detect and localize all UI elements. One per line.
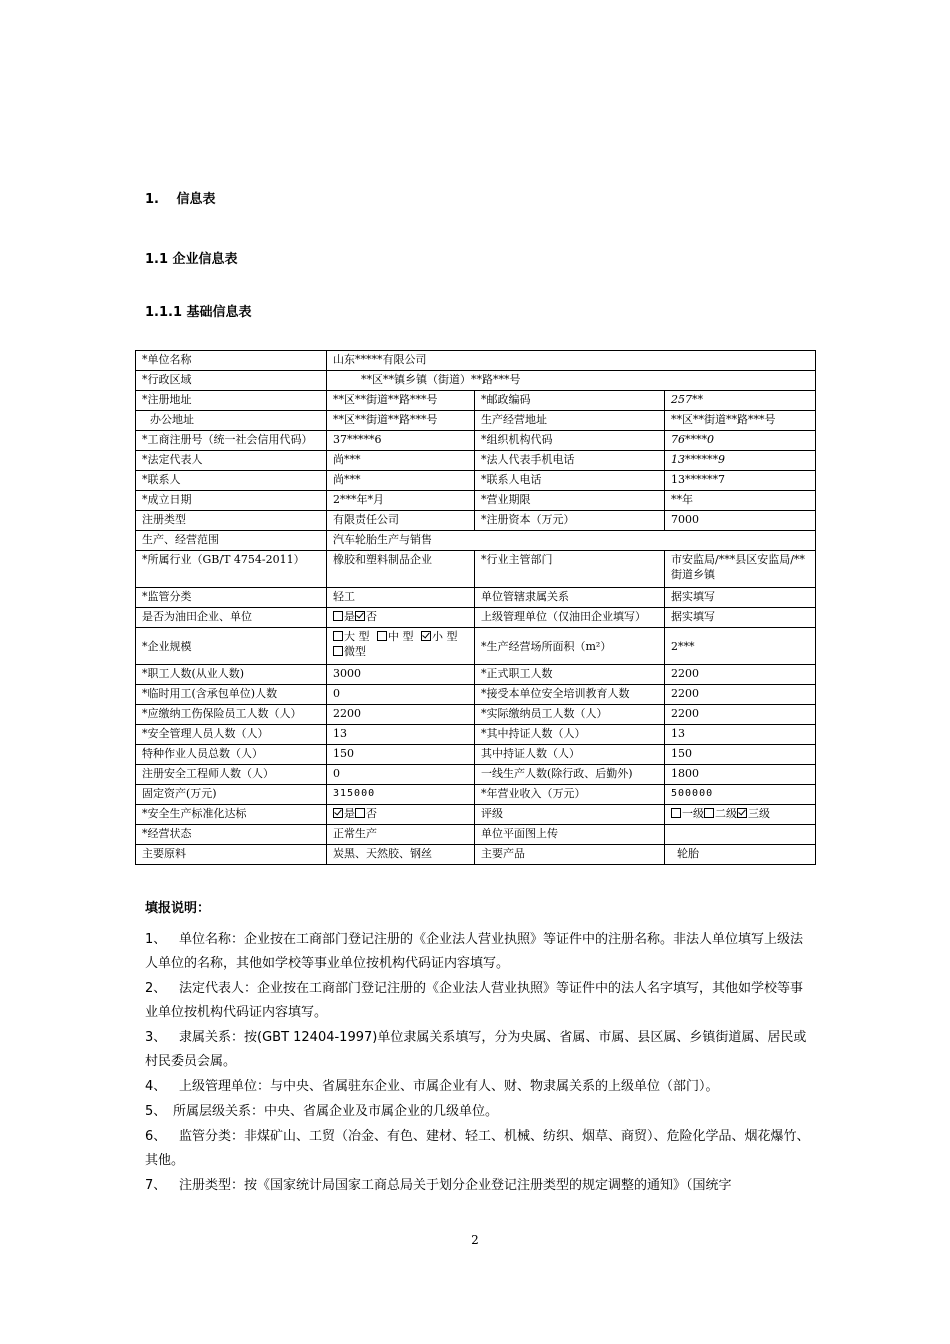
value-cell: 3000 [327, 665, 475, 685]
checkbox-checked-icon[interactable] [355, 611, 365, 621]
checkbox-checked-icon[interactable] [737, 808, 747, 818]
option-no: 否 [366, 807, 377, 820]
label-cell: *监管分类 [136, 588, 327, 608]
table-row [136, 845, 816, 865]
list-item: 7、 注册类型：按《国家统计局国家工商总局关于划分企业登记注册类型的规定调整的通知》（国统字 [145, 1178, 732, 1193]
table-row [136, 491, 816, 511]
checkbox-checked-icon[interactable] [333, 808, 343, 818]
label-cell: 其中持证人数（人） [475, 745, 665, 765]
checkbox-unchecked-icon[interactable] [355, 808, 365, 818]
list-item: 6、 监管分类：非煤矿山、工贸（冶金、有色、建材、轻工、机械、纺织、烟草、商贸）、危险化学品、烟花爆竹、其他。 [145, 1129, 810, 1168]
table-row [136, 745, 816, 765]
label-cell: *生产经营场所面积（m²） [475, 628, 665, 665]
sub-subsection-heading: 1.1.1 基础信息表 [145, 305, 252, 320]
option-no: 否 [366, 610, 377, 623]
standardization-options [327, 805, 475, 825]
grade-options [665, 805, 816, 825]
label-cell: *成立日期 [136, 491, 327, 511]
value-cell: 据实填写 [665, 588, 816, 608]
table-row [136, 551, 816, 588]
option-grade-1: 一级 [682, 807, 704, 820]
table-row [136, 431, 816, 451]
label-cell: 固定资产(万元) [136, 785, 327, 805]
table-row [136, 725, 816, 745]
value-cell: **区**镇乡镇（街道）**路***号 [327, 371, 816, 391]
label-cell: 生产、经营范围 [136, 531, 327, 551]
option-medium: 中 型 [388, 630, 414, 643]
value-cell: **区**街道**路***号 [327, 411, 475, 431]
table-row [136, 371, 816, 391]
table-row [136, 451, 816, 471]
label-cell: *安全生产标准化达标 [136, 805, 327, 825]
option-grade-3: 三级 [748, 807, 770, 820]
value-cell: 37*****6 [327, 431, 475, 451]
label-cell: 生产经营地址 [475, 411, 665, 431]
value-cell: 市安监局/***县区安监局/**街道乡镇 [665, 551, 816, 588]
table-row [136, 351, 816, 371]
oilfield-options [327, 608, 475, 628]
label-cell: 注册安全工程师人数（人） [136, 765, 327, 785]
table-row [136, 628, 816, 665]
section-heading: 1. 信息表 [145, 192, 216, 207]
table-row [136, 411, 816, 431]
value-cell: 轻工 [327, 588, 475, 608]
table-row [136, 785, 816, 805]
label-cell: *单位名称 [136, 351, 327, 371]
scale-options [327, 628, 475, 665]
label-cell: 上级管理单位（仅油田企业填写） [475, 608, 665, 628]
list-item: 1、 单位名称：企业按在工商部门登记注册的《企业法人营业执照》等证件中的注册名称。非法人单位填写上级法人单位的名称，其他如学校等事业单位按机构代码证内容填写。 [145, 932, 804, 971]
list-item: 5、 所属层级关系：中央、省属企业及市属企业的几级单位。 [145, 1104, 499, 1119]
table-row [136, 765, 816, 785]
value-cell: 2***年*月 [327, 491, 475, 511]
value-cell: 13 [327, 725, 475, 745]
label-cell: *所属行业（GB/T 4754-2011） [136, 551, 327, 588]
value-cell: 315000 [327, 785, 475, 805]
value-cell: 2200 [665, 665, 816, 685]
value-cell: 据实填写 [665, 608, 816, 628]
option-yes: 是 [344, 610, 355, 623]
upload-cell[interactable] [665, 825, 816, 845]
value-cell: 2200 [665, 685, 816, 705]
value-cell: 150 [327, 745, 475, 765]
table-row [136, 665, 816, 685]
value-cell: 257** [665, 391, 816, 411]
checkbox-unchecked-icon[interactable] [333, 646, 343, 656]
label-cell: *营业期限 [475, 491, 665, 511]
value-cell: **区**街道**路***号 [327, 391, 475, 411]
table-row [136, 608, 816, 628]
value-cell: **区**街道**路***号 [665, 411, 816, 431]
label-cell: *注册地址 [136, 391, 327, 411]
value-cell: 0 [327, 685, 475, 705]
label-cell: 主要产品 [475, 845, 665, 865]
value-cell: 76****0 [665, 431, 816, 451]
value-cell: 1800 [665, 765, 816, 785]
table-row [136, 825, 816, 845]
value-cell: 山东*****有限公司 [327, 351, 816, 371]
option-yes: 是 [344, 807, 355, 820]
label-cell: 评级 [475, 805, 665, 825]
label-cell: *企业规模 [136, 628, 327, 665]
page-number: 2 [471, 1233, 479, 1247]
label-cell: 注册类型 [136, 511, 327, 531]
label-cell: *应缴纳工伤保险员工人数（人） [136, 705, 327, 725]
notes-title: 填报说明： [145, 901, 211, 916]
option-small: 小 型 [432, 630, 458, 643]
label-cell: *邮政编码 [475, 391, 665, 411]
label-cell: 一线生产人数(除行政、后勤外) [475, 765, 665, 785]
value-cell: 150 [665, 745, 816, 765]
table-row [136, 511, 816, 531]
label-cell: 是否为油田企业、单位 [136, 608, 327, 628]
table-row [136, 471, 816, 491]
table-row [136, 685, 816, 705]
label-cell: *行业主管部门 [475, 551, 665, 588]
checkbox-unchecked-icon[interactable] [671, 808, 681, 818]
table-row [136, 588, 816, 608]
label-cell: *法人代表手机电话 [475, 451, 665, 471]
value-cell: 尚*** [327, 451, 475, 471]
value-cell: **年 [665, 491, 816, 511]
value-cell: 有限责任公司 [327, 511, 475, 531]
label-cell: *其中持证人数（人） [475, 725, 665, 745]
value-cell: 0 [327, 765, 475, 785]
label-cell: 单位平面图上传 [475, 825, 665, 845]
value-cell: 7000 [665, 511, 816, 531]
subsection-heading: 1.1 企业信息表 [145, 252, 238, 267]
label-cell: *联系人 [136, 471, 327, 491]
table-row [136, 705, 816, 725]
value-cell: 2200 [327, 705, 475, 725]
label-cell: *职工人数(从业人数) [136, 665, 327, 685]
label-cell: *安全管理人员人数（人） [136, 725, 327, 745]
value-cell: 500000 [665, 785, 816, 805]
label-cell: *经营状态 [136, 825, 327, 845]
checkbox-unchecked-icon[interactable] [333, 631, 343, 641]
label-cell: *组织机构代码 [475, 431, 665, 451]
label-cell: *正式职工人数 [475, 665, 665, 685]
checkbox-unchecked-icon[interactable] [377, 631, 387, 641]
label-cell: 办公地址 [136, 411, 327, 431]
option-micro: 微型 [344, 645, 366, 658]
label-cell: 主要原料 [136, 845, 327, 865]
label-cell: *实际缴纳员工人数（人） [475, 705, 665, 725]
value-cell: 13 [665, 725, 816, 745]
table-row [136, 391, 816, 411]
list-item: 4、 上级管理单位：与中央、省属驻东企业、市属企业有人、财、物隶属关系的上级单位（部门）。 [145, 1079, 719, 1094]
value-cell: 2200 [665, 705, 816, 725]
label-cell: *接受本单位安全培训教育人数 [475, 685, 665, 705]
value-cell: 正常生产 [327, 825, 475, 845]
label-cell: *联系人电话 [475, 471, 665, 491]
table-row [136, 805, 816, 825]
label-cell: *工商注册号（统一社会信用代码） [136, 431, 327, 451]
label-cell: 单位管辖隶属关系 [475, 588, 665, 608]
label-cell: *年营业收入（万元） [475, 785, 665, 805]
label-cell: 特种作业人员总数（人） [136, 745, 327, 765]
checkbox-checked-icon[interactable] [421, 631, 431, 641]
label-cell: *法定代表人 [136, 451, 327, 471]
checkbox-unchecked-icon[interactable] [704, 808, 714, 818]
value-cell: 尚*** [327, 471, 475, 491]
enterprise-info-table [135, 350, 816, 865]
list-item: 3、 隶属关系：按(GBT 12404-1997)单位隶属关系填写，分为央属、省属、市属、县区属、乡镇街道属、居民或村民委员会属。 [145, 1030, 807, 1069]
value-cell: 轮胎 [665, 845, 816, 865]
list-item: 2、 法定代表人：企业按在工商部门登记注册的《企业法人营业执照》等证件中的法人名字填写，其他如学校等事业单位按机构代码证内容填写。 [145, 981, 804, 1020]
value-cell: 2*** [665, 628, 816, 665]
option-grade-2: 二级 [715, 807, 737, 820]
label-cell: *行政区域 [136, 371, 327, 391]
notes-list [145, 928, 810, 1199]
checkbox-unchecked-icon[interactable] [333, 611, 343, 621]
table-row [136, 531, 816, 551]
value-cell: 汽车轮胎生产与销售 [327, 531, 816, 551]
label-cell: *注册资本（万元） [475, 511, 665, 531]
label-cell: *临时用工(含承包单位)人数 [136, 685, 327, 705]
value-cell: 橡胶和塑料制品企业 [327, 551, 475, 588]
option-large: 大 型 [344, 630, 370, 643]
value-cell: 炭黑、天然胶、钢丝 [327, 845, 475, 865]
value-cell: 13******7 [665, 471, 816, 491]
value-cell: 13******9 [665, 451, 816, 471]
